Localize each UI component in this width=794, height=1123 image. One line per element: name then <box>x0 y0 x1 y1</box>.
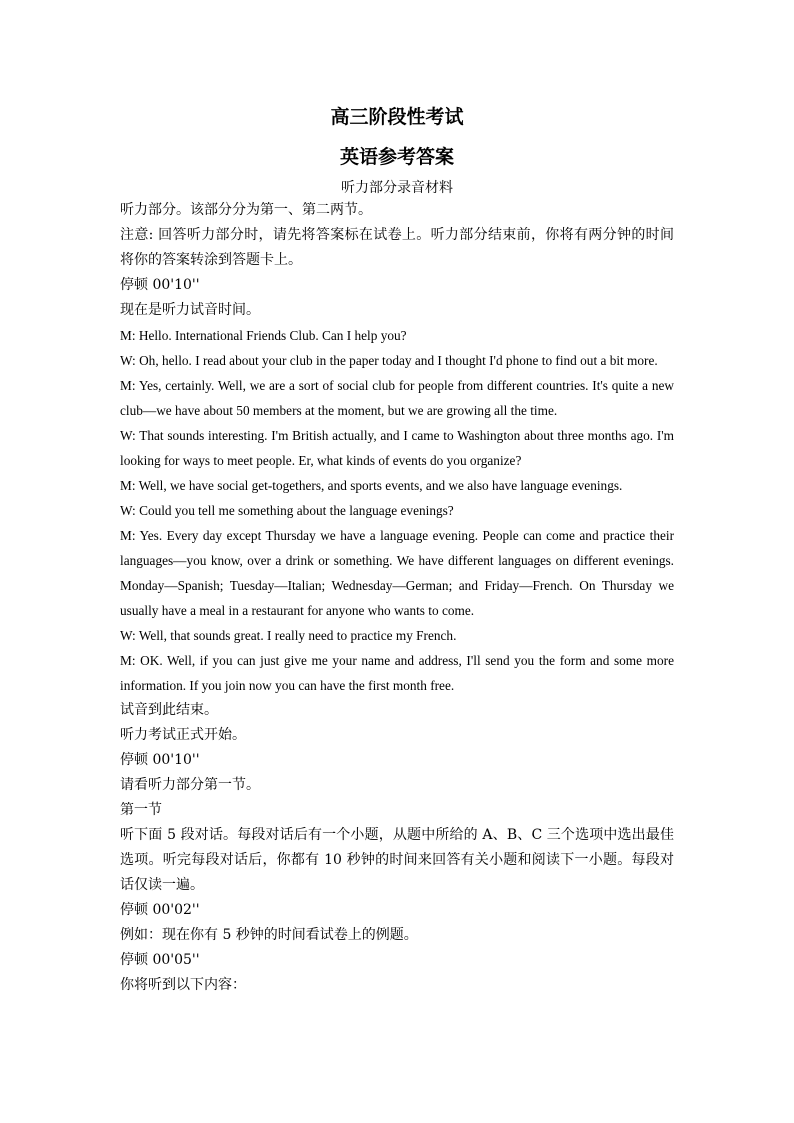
exam-title: 高三阶段性考试 <box>330 106 464 128</box>
paragraph: 注意: 回答听力部分时，请先将答案标在试卷上。听力部分结束前，你将有两分钟的时间将你的答案转涂到答题卡上。 <box>120 227 674 268</box>
section-heading: 第一节 <box>120 802 162 818</box>
transcript-body <box>120 198 674 998</box>
paragraph: 听力部分。该部分分为第一、第二两节。 <box>120 202 372 218</box>
dialogue-line: M: Well, we have social get-togethers, and sports events, and we also have language evenings. <box>120 478 623 493</box>
paragraph: 停顿 00'02'' <box>120 902 200 918</box>
section-label: 听力部分录音材料 <box>341 180 453 196</box>
dialogue-line: W: Well, that sounds great. I really need to practice my French. <box>120 628 457 643</box>
paragraph: 试音到此结束。 <box>120 702 218 718</box>
dialogue-line: M: Yes, certainly. Well, we are a sort of social club for people from different countries. It's quite a new club—we have about 50 members at the moment, but we are growing all the time. <box>120 378 674 418</box>
document-page <box>120 104 674 998</box>
paragraph: 你将听到以下内容： <box>120 977 246 993</box>
paragraph: 现在是听力试音时间。 <box>120 302 260 318</box>
paragraph: 停顿 00'10'' <box>120 752 200 768</box>
dialogue-line: W: Could you tell me something about the language evenings? <box>120 503 454 518</box>
dialogue-line: W: That sounds interesting. I'm British actually, and I came to Washington about three months ago. I'm looking for ways to meet people. Er, what kinds of events do you organize? <box>120 428 674 468</box>
paragraph: 例如：现在你有 5 秒钟的时间看试卷上的例题。 <box>120 927 418 943</box>
dialogue-line: M: OK. Well, if you can just give me your name and address, I'll send you the form and some more information. If you join now you can have the first month free. <box>120 653 674 693</box>
paragraph: 听力考试正式开始。 <box>120 727 246 743</box>
dialogue-line: W: Oh, hello. I read about your club in the paper today and I thought I'd phone to find out a bit more. <box>120 353 658 368</box>
paragraph: 请看听力部分第一节。 <box>120 777 260 793</box>
paragraph: 停顿 00'05'' <box>120 952 200 968</box>
paragraph: 停顿 00'10'' <box>120 277 200 293</box>
paragraph: 听下面 5 段对话。每段对话后有一个小题，从题中所给的 A、B、C 三个选项中选出最佳选项。听完每段对话后，你都有 10 秒钟的时间来回答有关小题和阅读下一小题。每段对话仅读一遍。 <box>120 827 674 893</box>
dialogue-line: M: Hello. International Friends Club. Can I help you? <box>120 328 407 343</box>
dialogue-line: M: Yes. Every day except Thursday we have a language evening. People can come and practice their languages—you know, over a drink or something. We have different languages on different evenings. Monday—Spanish; Tuesday—Italian; Wednesday—German; and Friday—French. On Thursday we usually have a meal in a restaurant for anyone who wants to come. <box>120 528 674 618</box>
answer-key-title: 英语参考答案 <box>339 146 454 168</box>
